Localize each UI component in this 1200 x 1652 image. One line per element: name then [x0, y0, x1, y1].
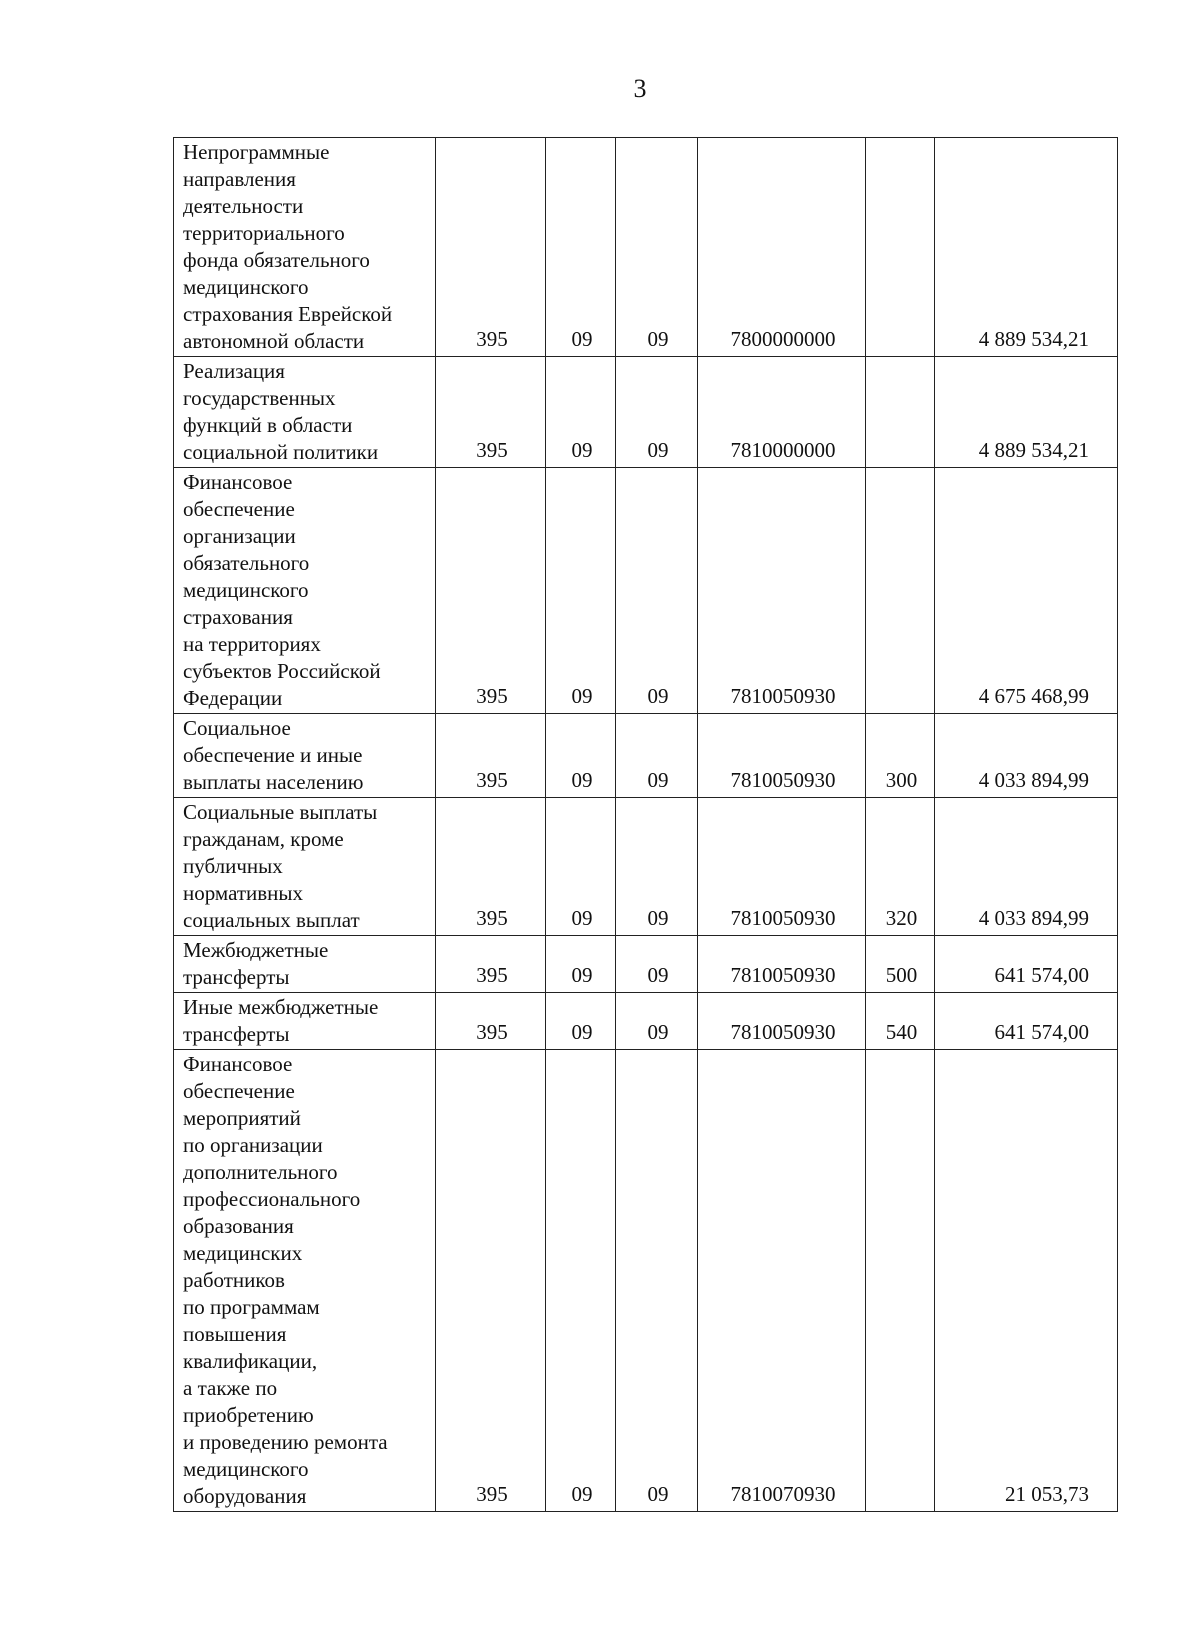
- item-name-line: деятельности: [183, 194, 304, 218]
- section-cell: 09: [546, 468, 616, 714]
- amount-cell: 4 889 534,21: [935, 357, 1118, 468]
- item-name-cell: [174, 936, 436, 993]
- page-number: 3: [633, 74, 647, 103]
- item-name-line: Социальные выплаты: [183, 800, 378, 824]
- target-article-cell: 7810050930: [698, 993, 866, 1050]
- item-name-line: работников: [183, 1268, 285, 1292]
- item-name-line: Реализация: [183, 359, 285, 383]
- table-row: [174, 138, 1118, 357]
- item-name-line: мероприятий: [183, 1106, 301, 1130]
- item-name-cell: [174, 1050, 436, 1512]
- item-name-line: Финансовое: [183, 470, 293, 494]
- item-name-line: страхования: [183, 605, 293, 629]
- subsection-cell: 09: [616, 936, 698, 993]
- expense-type-cell: [866, 1050, 935, 1512]
- subsection-cell: 09: [616, 138, 698, 357]
- item-name-line: на территориях: [183, 632, 321, 656]
- table-row: [174, 357, 1118, 468]
- section-cell: 09: [546, 798, 616, 936]
- expense-type-cell: 300: [866, 714, 935, 798]
- item-name-line: обязательного: [183, 551, 310, 575]
- expense-type-cell: 500: [866, 936, 935, 993]
- item-name-line: государственных: [183, 386, 336, 410]
- grbs-cell: 395: [436, 357, 546, 468]
- amount-cell: 21 053,73: [935, 1050, 1118, 1512]
- item-name-line: направления: [183, 167, 296, 191]
- grbs-cell: 395: [436, 138, 546, 357]
- item-name-line: территориального: [183, 221, 345, 245]
- item-name-line: и проведению ремонта: [183, 1430, 388, 1454]
- item-name-line: квалификации,: [183, 1349, 318, 1373]
- section-cell: 09: [546, 1050, 616, 1512]
- item-name-line: нормативных: [183, 881, 304, 905]
- item-name-line: а также по: [183, 1376, 278, 1400]
- item-name-line: социальных выплат: [183, 908, 360, 932]
- item-name-line: Непрограммные: [183, 140, 330, 164]
- expense-type-cell: 320: [866, 798, 935, 936]
- subsection-cell: 09: [616, 468, 698, 714]
- table-row: [174, 1050, 1118, 1512]
- target-article-cell: 7810070930: [698, 1050, 866, 1512]
- section-cell: 09: [546, 714, 616, 798]
- section-cell: 09: [546, 936, 616, 993]
- amount-cell: 641 574,00: [935, 993, 1118, 1050]
- expense-type-cell: [866, 357, 935, 468]
- item-name-cell: [174, 714, 436, 798]
- subsection-cell: 09: [616, 714, 698, 798]
- table-row: [174, 468, 1118, 714]
- table-row: [174, 936, 1118, 993]
- item-name-line: образования: [183, 1214, 294, 1238]
- table-row: [174, 798, 1118, 936]
- item-name-line: гражданам, кроме: [183, 827, 344, 851]
- target-article-cell: 7810000000: [698, 357, 866, 468]
- expense-type-cell: [866, 138, 935, 357]
- item-name-line: социальной политики: [183, 440, 379, 464]
- grbs-cell: 395: [436, 798, 546, 936]
- grbs-cell: 395: [436, 714, 546, 798]
- item-name-line: Финансовое: [183, 1052, 293, 1076]
- item-name-line: организации: [183, 524, 296, 548]
- subsection-cell: 09: [616, 993, 698, 1050]
- item-name-line: по программам: [183, 1295, 320, 1319]
- target-article-cell: 7810050930: [698, 468, 866, 714]
- amount-cell: 641 574,00: [935, 936, 1118, 993]
- grbs-cell: 395: [436, 1050, 546, 1512]
- amount-cell: 4 033 894,99: [935, 798, 1118, 936]
- item-name-line: медицинского: [183, 275, 309, 299]
- grbs-cell: 395: [436, 993, 546, 1050]
- item-name-cell: [174, 138, 436, 357]
- item-name-line: трансферты: [183, 965, 290, 989]
- subsection-cell: 09: [616, 798, 698, 936]
- item-name-line: приобретению: [183, 1403, 314, 1427]
- item-name-cell: [174, 798, 436, 936]
- item-name-line: обеспечение и иные: [183, 743, 363, 767]
- table-row: [174, 993, 1118, 1050]
- item-name-line: автономной области: [183, 329, 365, 353]
- item-name-line: фонда обязательного: [183, 248, 370, 272]
- item-name-line: Социальное: [183, 716, 291, 740]
- item-name-line: публичных: [183, 854, 283, 878]
- item-name-line: обеспечение: [183, 497, 295, 521]
- table-row: [174, 714, 1118, 798]
- item-name-line: обеспечение: [183, 1079, 295, 1103]
- amount-cell: 4 033 894,99: [935, 714, 1118, 798]
- item-name-line: Иные межбюджетные: [183, 995, 379, 1019]
- item-name-line: субъектов Российской: [183, 659, 381, 683]
- item-name-line: профессионального: [183, 1187, 361, 1211]
- item-name-line: дополнительного: [183, 1160, 338, 1184]
- item-name-line: Межбюджетные: [183, 938, 329, 962]
- subsection-cell: 09: [616, 357, 698, 468]
- target-article-cell: 7810050930: [698, 798, 866, 936]
- grbs-cell: 395: [436, 936, 546, 993]
- budget-table: [173, 137, 1118, 1512]
- item-name-cell: [174, 357, 436, 468]
- item-name-line: медицинских: [183, 1241, 303, 1265]
- section-cell: 09: [546, 138, 616, 357]
- item-name-line: страхования Еврейской: [183, 302, 393, 326]
- item-name-line: Федерации: [183, 686, 283, 710]
- item-name-line: функций в области: [183, 413, 353, 437]
- item-name-cell: [174, 468, 436, 714]
- amount-cell: 4 675 468,99: [935, 468, 1118, 714]
- item-name-line: по организации: [183, 1133, 323, 1157]
- item-name-line: медицинского: [183, 1457, 309, 1481]
- amount-cell: 4 889 534,21: [935, 138, 1118, 357]
- item-name-cell: [174, 993, 436, 1050]
- item-name-line: трансферты: [183, 1022, 290, 1046]
- target-article-cell: 7810050930: [698, 936, 866, 993]
- expense-type-cell: 540: [866, 993, 935, 1050]
- item-name-line: повышения: [183, 1322, 287, 1346]
- target-article-cell: 7800000000: [698, 138, 866, 357]
- item-name-line: медицинского: [183, 578, 309, 602]
- expense-type-cell: [866, 468, 935, 714]
- section-cell: 09: [546, 993, 616, 1050]
- item-name-line: выплаты населению: [183, 770, 364, 794]
- grbs-cell: 395: [436, 468, 546, 714]
- subsection-cell: 09: [616, 1050, 698, 1512]
- table-body: [174, 138, 1118, 1512]
- target-article-cell: 7810050930: [698, 714, 866, 798]
- section-cell: 09: [546, 357, 616, 468]
- item-name-line: оборудования: [183, 1484, 307, 1508]
